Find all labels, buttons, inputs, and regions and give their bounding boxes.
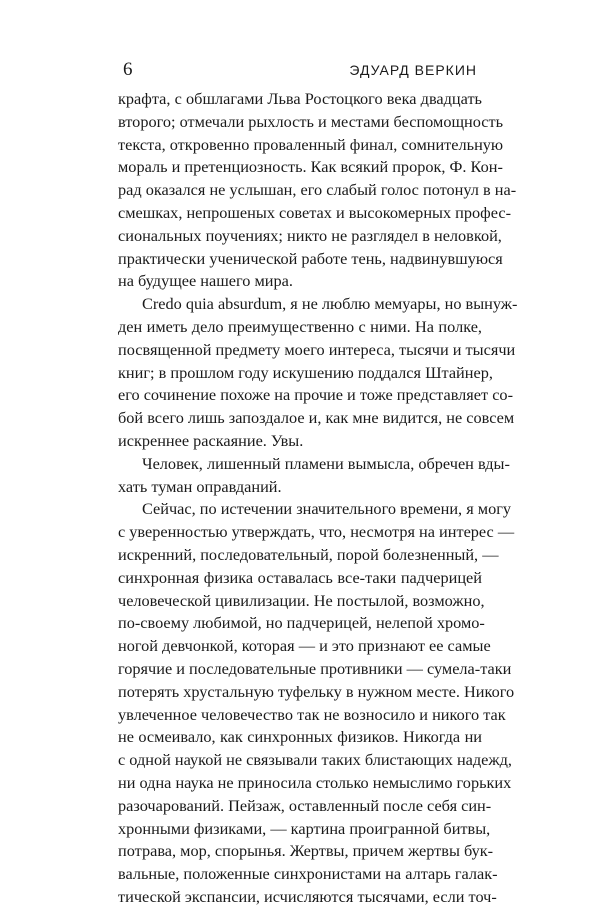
text-line: синхронная физика оставалась все-таки падчерицей <box>118 567 482 587</box>
text-line: практически ученической работе тень, надвинувшуюся <box>118 248 503 268</box>
text-line: тической экспансии, исчисляются тысячами, если точ- <box>118 886 497 906</box>
text-line: искреннее раскаяние. Увы. <box>118 430 304 450</box>
text-line: второго; отмечали рыхлость и местами беспомощность <box>118 111 504 131</box>
text-line: его сочинение похоже на прочие и тоже представляет со- <box>118 385 513 405</box>
text-line: смешках, непрошеных советах и высокомерных профес- <box>118 202 512 222</box>
text-line: книг; в прошлом году искушению поддался Штайнер, <box>118 362 493 382</box>
text-line: посвященной предмету моего интереса, тысячи и тысячи <box>118 339 516 359</box>
text-line: хать туман оправданий. <box>118 476 282 496</box>
text-line: Credo quia absurdum, я не люблю мемуары, но вынуж- <box>142 294 518 314</box>
text-line: бой всего лишь запоздалое и, как мне видится, не совсем <box>118 408 515 428</box>
text-line: разочарований. Пейзаж, оставленный после себя син- <box>118 795 492 815</box>
page-number: 6 <box>123 59 133 80</box>
text-line: по-своему любимой, но падчерицей, нелепой хромо- <box>118 613 485 633</box>
text-line: Человек, лишенный пламени вымысла, обречен вды- <box>142 453 510 473</box>
text-line: увлеченное человечество так не возносило и никого так <box>118 704 506 724</box>
text-line: человеческой цивилизации. Не постылой, возможно, <box>118 590 485 610</box>
text-line: текста, откровенно проваленный финал, сомнительную <box>118 134 504 154</box>
text-line: Сейчас, по истечении значительного времени, я могу <box>142 499 512 519</box>
text-line: с уверенностью утверждать, что, несмотря на интерес — <box>118 522 515 542</box>
text-line: искренний, последовательный, порой болезненный, — <box>118 544 499 564</box>
text-line: рад оказался не услышан, его слабый голос потонул в на- <box>118 180 517 200</box>
text-line: вальные, положенные синхронистами на алтарь галак- <box>118 864 498 884</box>
text-line: потерять хрустальную туфельку в нужном месте. Никого <box>118 681 515 701</box>
text-line: ногой девчонкой, которая — и это признают ее самые <box>118 636 491 656</box>
text-line: не осмеивало, как синхронных физиков. Никогда ни <box>118 727 482 747</box>
text-line: ни одна наука не приносила столько немыслимо горьких <box>118 772 512 792</box>
text-line: на будущее нашего мира. <box>118 271 293 291</box>
body-text <box>118 88 518 909</box>
text-line: крафта, с обшлагами Льва Ростоцкого века двадцать <box>118 89 482 108</box>
text-line: горячие и последовательные противники — сумела-таки <box>118 658 512 678</box>
text-line: сиональных поучениях; никто не разглядел в неловкой, <box>118 225 502 245</box>
text-line: хронными физиками, — картина проигранной битвы, <box>118 818 491 838</box>
text-line: потрава, мор, спорынья. Жертвы, причем жертвы бук- <box>118 841 494 861</box>
text-line: мораль и претенциозность. Как всякий пророк, Ф. Кон- <box>118 157 503 177</box>
text-line: ден иметь дело преимущественно с ними. На полке, <box>118 316 482 336</box>
running-head-author: ЭДУАРД ВЕРКИН <box>349 62 477 78</box>
text-line: с одной наукой не связывали таких блистающих надежд, <box>118 750 513 770</box>
